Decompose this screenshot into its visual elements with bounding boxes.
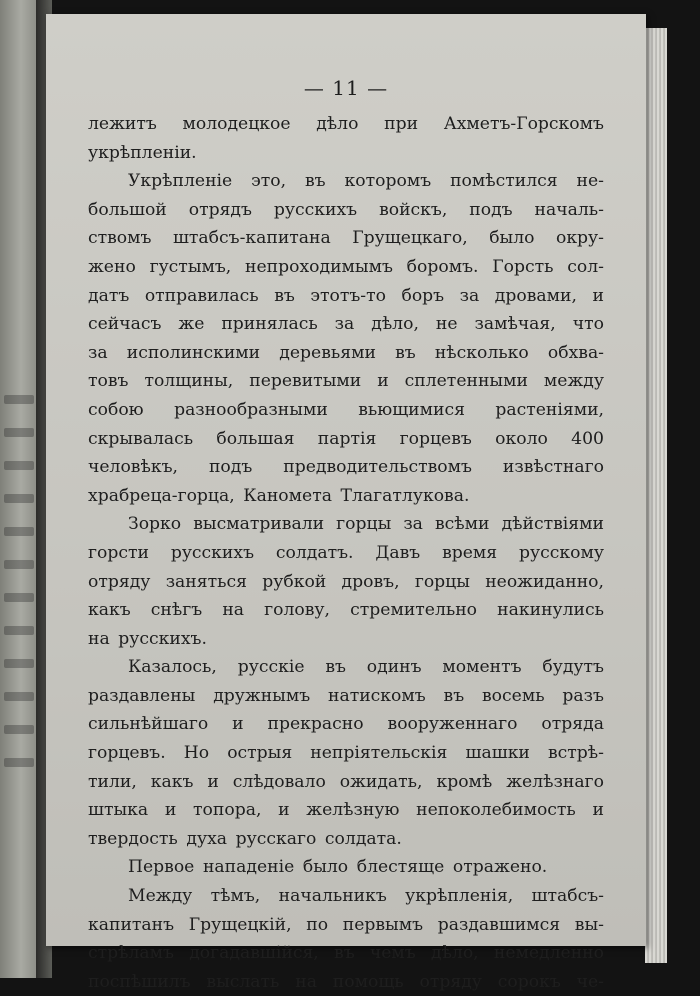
text-line: поспѣшилъ выслать на помощь отряду сорокъ че- (88, 971, 604, 992)
text-line: капитанъ Грущецкій, по первымъ раздавшимся вы- (88, 914, 604, 935)
page-number: — 11 — (303, 76, 389, 100)
text-line: лежитъ молодецкое дѣло при Ахметъ-Горскомъ (88, 114, 604, 134)
text-line: Зорко высматривали горцы за всѣми дѣйствіями (128, 514, 604, 535)
text-line: твердость духа русскаго солдата. (88, 828, 402, 849)
text-line: на русскихъ. (88, 628, 207, 649)
text-line: укрѣпленіи. (88, 142, 197, 163)
facing-page-edge (0, 0, 38, 978)
text-line: датъ отправилась въ этотъ-то боръ за дровами, и (88, 285, 604, 306)
page-stack-edges (645, 28, 667, 963)
text-line: Первое нападеніе было блестяще отражено. (128, 857, 548, 878)
text-line: собою разнообразными вьющимися растеніями, (88, 399, 604, 420)
text-line: жено густымъ, непроходимымъ боромъ. Горсть сол- (88, 256, 604, 277)
text-line: штыка и топора, и желѣзную непоколебимость и (88, 800, 604, 821)
text-line: сейчасъ же принялась за дѣло, не замѣчая, что (88, 314, 604, 335)
text-line: храбреца-горца, Канометa Тлагатлукова. (88, 485, 470, 506)
text-line: Укрѣпленіе это, въ которомъ помѣстился не- (128, 171, 604, 192)
text-line: раздавлены дружнымъ натискомъ въ восемь разъ (88, 685, 604, 706)
text-line: тили, какъ и слѣдовало ожидать, кромѣ желѣзнаго (88, 771, 604, 792)
text-line: за исполинскими деревьями въ нѣсколько обхва- (88, 342, 604, 363)
text-line: Между тѣмъ, начальникъ укрѣпленія, штабсъ- (128, 886, 604, 907)
text-line: стрѣламъ догадавшійся, въ чемъ дѣло, немедленно (88, 943, 604, 964)
text-line: скрывалась большая партія горцевъ около 400 (88, 428, 604, 449)
text-line: товъ толщины, перевитыми и сплетенными между (88, 371, 604, 392)
text-line: отряду заняться рубкой дровъ, горцы неожиданно, (88, 571, 604, 592)
text-line: человѣкъ, подъ предводительствомъ извѣстнаго (88, 457, 604, 478)
text-line: большой отрядъ русскихъ войскъ, подъ началь- (88, 199, 604, 220)
text-line: горсти русскихъ солдатъ. Давъ время русскому (88, 542, 604, 563)
body-text (88, 110, 604, 996)
text-line: горцевъ. Но острыя непріятельскія шашки встрѣ- (88, 743, 604, 764)
text-line: сильнѣйшаго и прекрасно вооруженнаго отряда (88, 714, 604, 735)
text-line: какъ снѣгъ на голову, стремительно накинулись (88, 600, 604, 621)
facing-page-text-fragments (4, 395, 34, 791)
text-line: ствомъ штабсъ-капитана Грущецкаго, было окру- (88, 228, 604, 249)
book-page (46, 14, 646, 992)
text-line: Казалось, русскіе въ одинъ моментъ будутъ (128, 657, 604, 678)
